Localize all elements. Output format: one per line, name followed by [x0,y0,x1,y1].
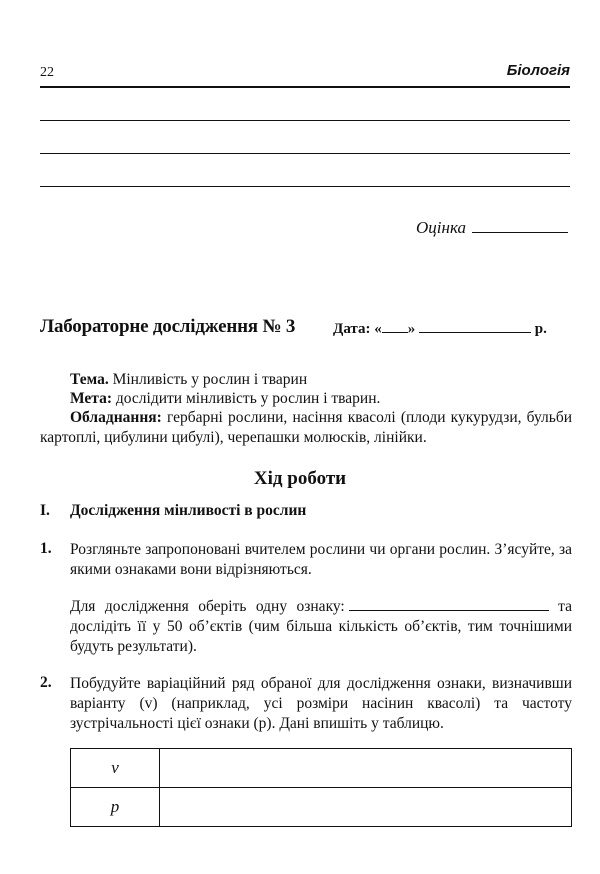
item-text: Розгляньте запропоновані вчителем рослини чи органи рослин. З’ясуйте, за якими ознаками вони відрізняються. [70,541,572,578]
topic-text: Мінливість у рослин і тварин [112,371,308,388]
trait-prompt [70,596,572,657]
work-heading: Хід роботи [253,468,347,489]
table-cell-p[interactable] [160,788,572,827]
trait-blank[interactable] [349,596,549,611]
date-label: Дата: [333,321,371,337]
section-number: I. [40,502,50,519]
answer-line[interactable] [40,120,570,121]
date-open-quote: « [374,321,382,337]
page-number: 22 [40,65,54,80]
item-text: Побудуйте варіаційний ряд обраної для дослідження ознаки, визначивши варіанту (v) (наприклад, усі розміри насінин квасолі) та частоту зустрічальності цієї ознаки (p). Дані впишіть у таблицю. [70,675,572,732]
section-title: Дослідження мінливості в рослин [70,502,307,519]
row-header-p: p [71,788,160,827]
goal-label: Мета: [70,390,113,407]
equipment [40,408,572,448]
answer-line[interactable] [40,186,570,187]
item-number: 1. [40,540,52,557]
trait-prompt-text: та дослідіть її у 50 об’єктів (чим більша кількість об’єктів, тим точнішими будуть результати). [70,598,573,655]
page-header [40,62,570,84]
header-divider [40,86,570,88]
grade-label: Оцінка [416,218,466,237]
equipment-label: Обладнання: [70,409,162,426]
subject-title: Біологія [506,62,570,79]
lab-date [333,320,547,338]
table-row [71,788,572,827]
grade-field [416,216,568,238]
goal [70,389,380,409]
grade-blank[interactable] [472,216,568,233]
goal-text: дослідити мінливість у рослин і тварин. [115,390,381,407]
table-cell-v[interactable] [160,749,572,788]
lab-title: Лабораторне дослідження № 3 [40,316,296,337]
equipment-text: гербарні рослини, насіння квасолі (плоди кукурудзи, бульби картоплі, цибулини цибулі), черепашки молюсків, лінійки. [40,409,572,446]
date-close-quote: » [407,321,416,337]
trait-prompt-label: Для дослідження оберіть одну ознаку: [70,598,345,615]
date-day-blank[interactable] [382,320,408,333]
table-row [71,749,572,788]
topic-label: Тема. [70,371,109,388]
variation-table [70,748,572,827]
item-number: 2. [40,674,52,691]
date-suffix: р. [534,321,547,337]
answer-line[interactable] [40,153,570,154]
date-month-blank[interactable] [419,320,531,333]
topic [70,370,307,390]
row-header-v: v [71,749,160,788]
